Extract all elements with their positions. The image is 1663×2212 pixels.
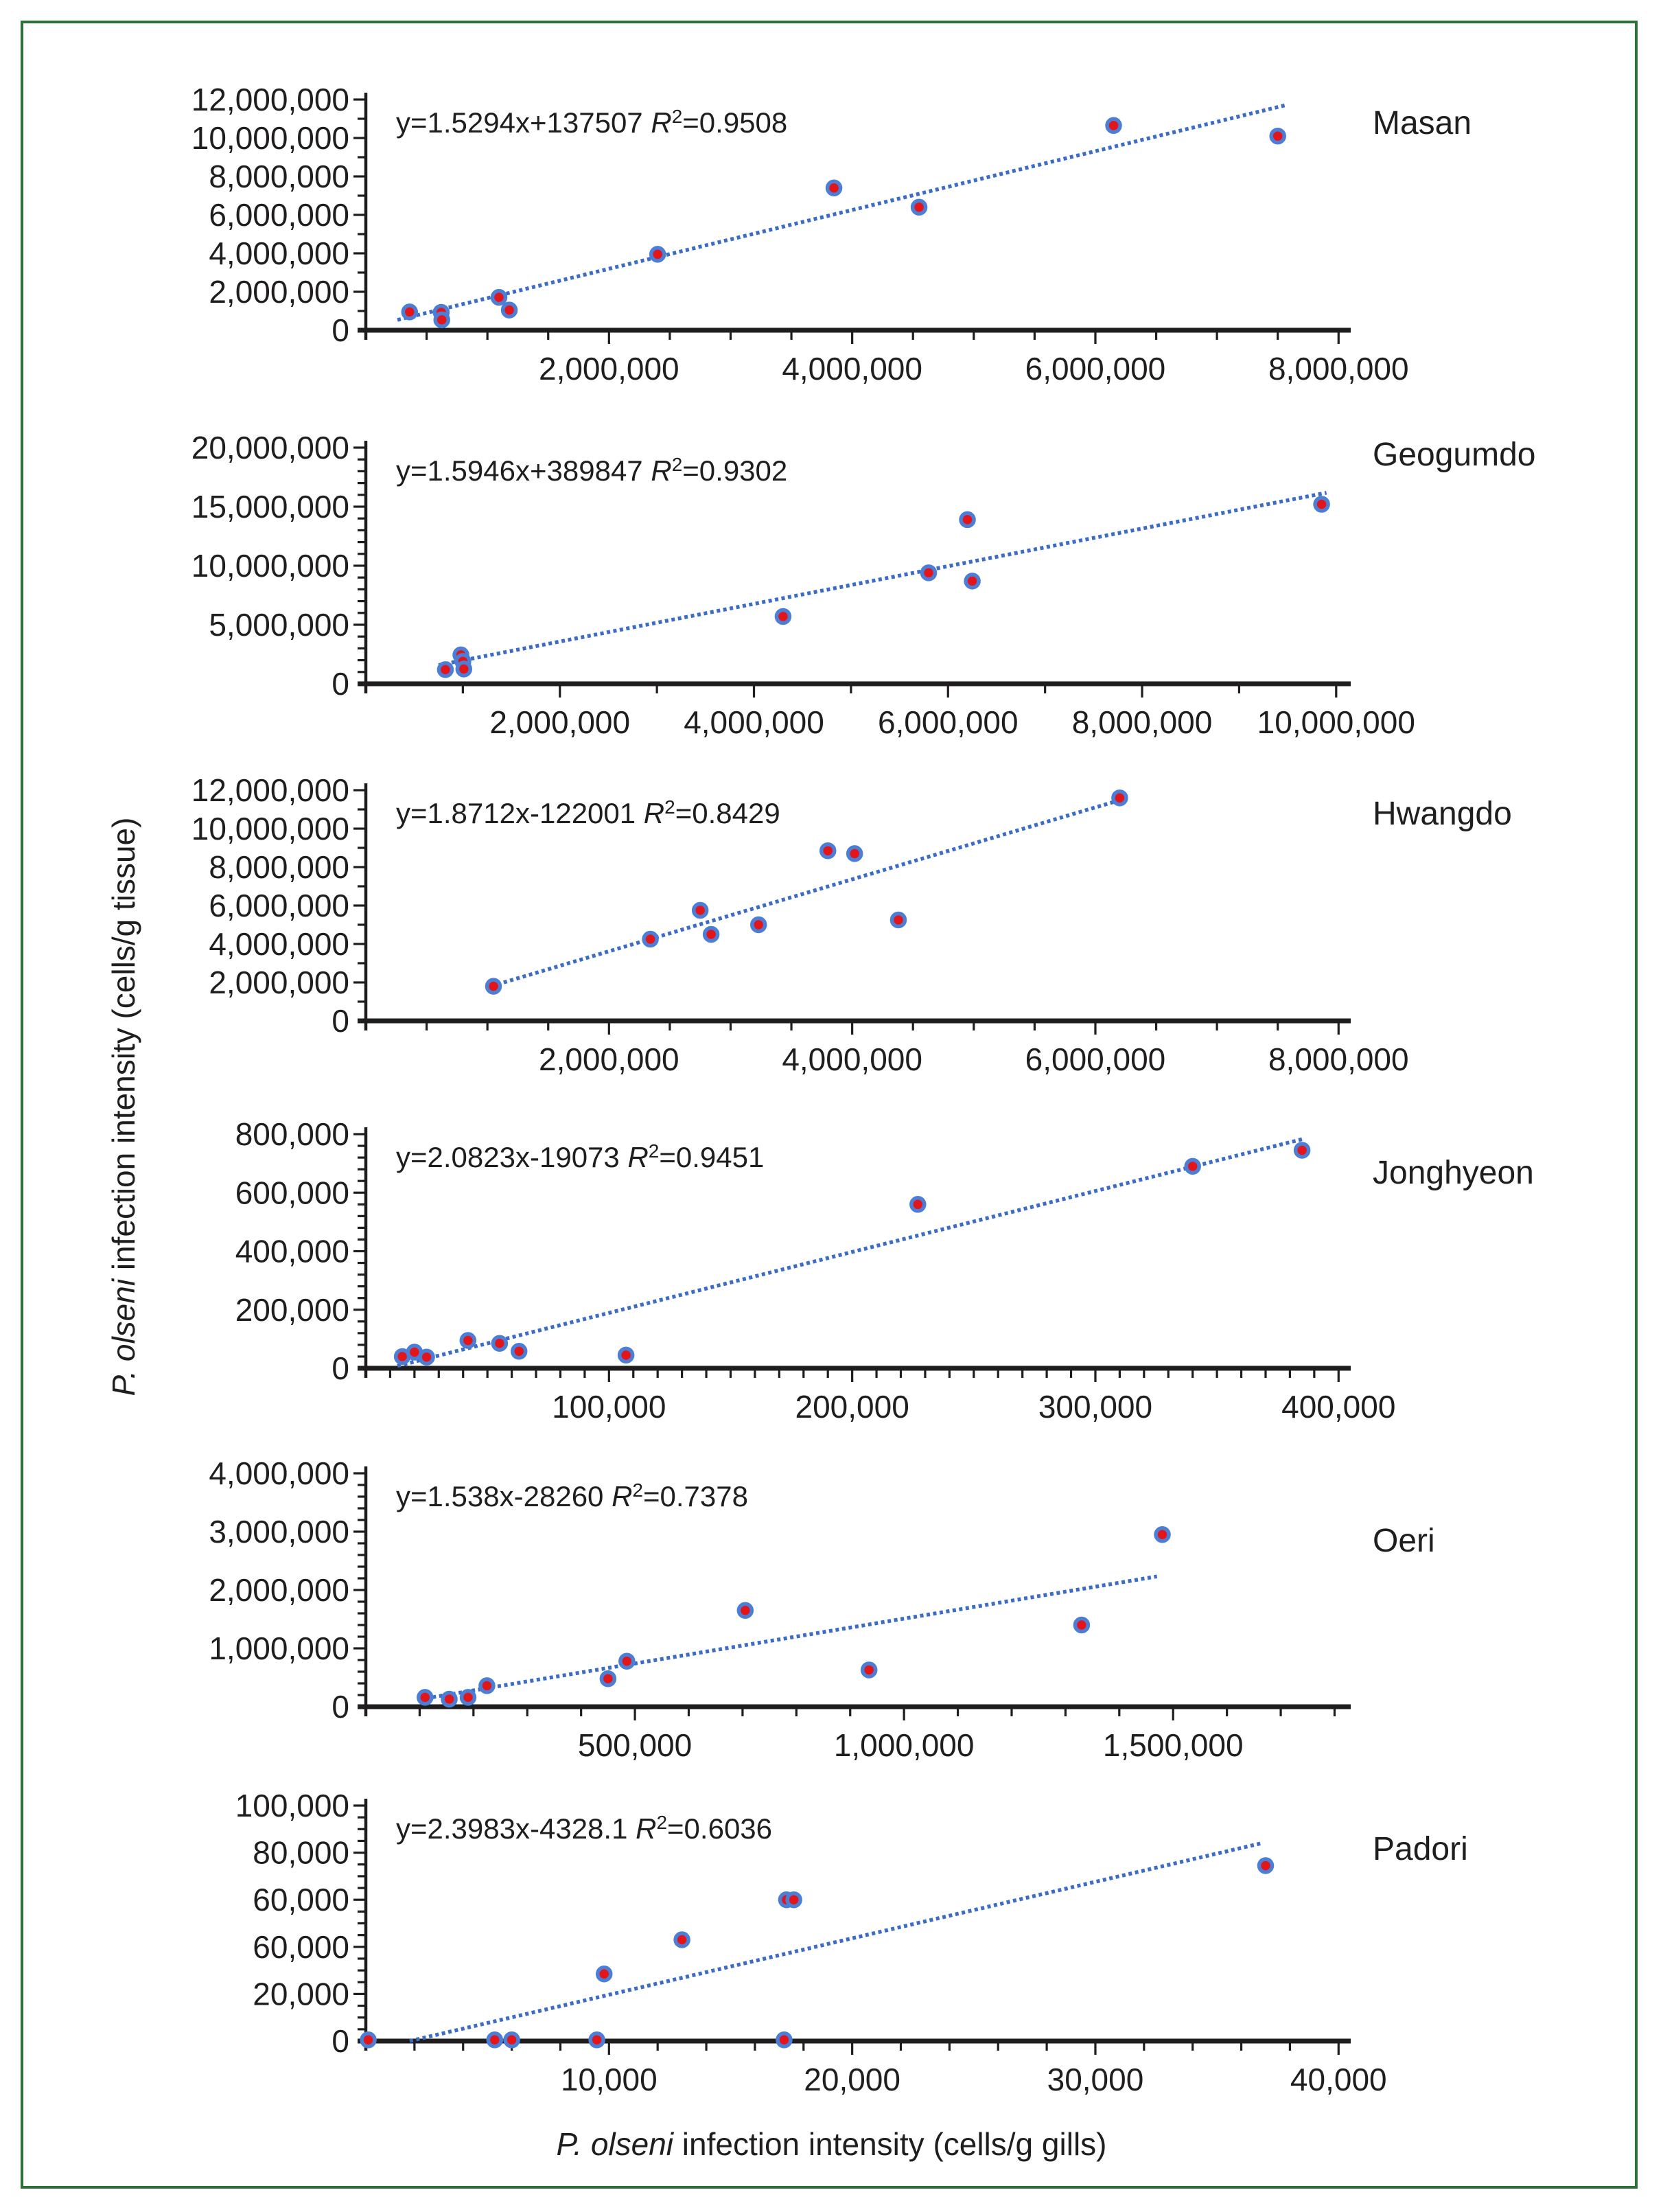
data-point: [822, 844, 835, 857]
y-tick-labels: [209, 1455, 349, 1725]
y-axis-title-species: P. olseni: [106, 1278, 141, 1396]
x-tick-label: 4,000,000: [782, 1041, 922, 1077]
x-tick-labels: [489, 704, 1415, 740]
x-tick-label: 4,000,000: [684, 704, 824, 740]
data-point: [752, 919, 765, 932]
data-point: [601, 1672, 614, 1685]
y-ticks: [353, 790, 364, 1002]
trend-line: [410, 1843, 1261, 2041]
x-ticks: [427, 332, 1339, 344]
x-tick-label: 10,000,000: [1257, 704, 1415, 740]
y-tick-label: 8,000,000: [209, 849, 349, 885]
x-tick-label: 500,000: [577, 1727, 693, 1763]
data-point: [828, 181, 841, 194]
data-point: [1259, 1859, 1272, 1872]
data-point: [461, 1691, 474, 1704]
data-point: [487, 980, 500, 993]
data-point: [457, 663, 470, 676]
y-tick-label: 60,000: [253, 1882, 349, 1918]
data-point: [1296, 1144, 1309, 1157]
x-tick-labels: [539, 351, 1409, 387]
y-ticks: [353, 1473, 364, 1695]
x-ticks: [419, 1709, 1334, 1720]
y-tick-label: 2,000,000: [209, 274, 349, 310]
data-point: [966, 575, 979, 588]
data-point: [513, 1345, 526, 1358]
x-tick-label: 200,000: [795, 1389, 909, 1425]
y-tick-label: 400,000: [235, 1233, 349, 1269]
x-tick-label: 300,000: [1038, 1389, 1153, 1425]
y-tick-labels: [191, 772, 349, 1039]
x-tick-label: 20,000: [804, 2062, 900, 2097]
equation-label: y=1.538x-28260 $R^2=0.7378$: [396, 1479, 748, 1512]
y-tick-label: 4,000,000: [209, 235, 349, 271]
y-tick-label: 200,000: [235, 1291, 349, 1328]
y-ticks: [353, 1806, 364, 2029]
data-point: [922, 566, 935, 579]
data-point: [362, 2034, 375, 2047]
y-tick-label: 0: [332, 1689, 349, 1725]
y-tick-label: 60,000: [253, 1928, 349, 1965]
x-tick-label: 8,000,000: [1268, 351, 1409, 387]
x-tick-label: 8,000,000: [1071, 704, 1213, 740]
chart-title: Jonghyeon: [1373, 1155, 1534, 1191]
data-point: [694, 904, 707, 917]
x-axis-title-rest: infection intensity (cells/g gills): [673, 2126, 1107, 2162]
y-tick-label: 10,000,000: [191, 548, 349, 584]
data-points: [362, 1859, 1272, 2047]
chart-title: Geogumdo: [1373, 437, 1536, 473]
data-point: [911, 1198, 924, 1211]
y-tick-label: 100,000: [235, 1788, 349, 1823]
data-point: [443, 1692, 456, 1705]
x-tick-label: 40,000: [1290, 2062, 1387, 2097]
x-tick-label: 8,000,000: [1268, 1041, 1409, 1077]
y-tick-label: 1,000,000: [209, 1631, 349, 1666]
chart-masan: [191, 82, 1472, 387]
data-point: [403, 306, 416, 319]
x-tick-label: 2,000,000: [489, 704, 631, 740]
x-tick-label: 6,000,000: [877, 704, 1019, 740]
y-tick-label: 0: [332, 1350, 349, 1386]
chart-hwangdo: [191, 772, 1512, 1077]
data-point: [961, 513, 974, 526]
y-tick-label: 600,000: [235, 1175, 349, 1211]
data-point: [787, 1893, 800, 1906]
data-point: [644, 933, 657, 946]
data-point: [1156, 1528, 1169, 1541]
x-tick-label: 10,000: [560, 2062, 658, 2097]
data-point: [651, 248, 664, 261]
data-point: [620, 1655, 633, 1668]
y-axis-title: [105, 818, 142, 1396]
data-point: [705, 928, 718, 941]
x-axis-title: [0, 2125, 1663, 2163]
y-tick-label: 20,000: [253, 1976, 349, 2012]
data-point: [439, 663, 452, 676]
equation-label: y=2.3983x-4328.1 $R^2=0.6036$: [396, 1812, 773, 1845]
x-tick-label: 2,000,000: [538, 1041, 679, 1077]
y-tick-labels: [235, 1116, 349, 1386]
data-points: [403, 119, 1284, 326]
y-tick-label: 0: [332, 1003, 349, 1039]
y-tick-label: 0: [332, 2023, 349, 2059]
x-ticks: [427, 1023, 1339, 1035]
y-ticks: [353, 100, 364, 311]
chart-title: Oeri: [1373, 1523, 1435, 1559]
data-point: [913, 200, 926, 214]
data-point: [590, 2034, 603, 2047]
data-point: [435, 313, 448, 326]
x-tick-label: 1,500,000: [1102, 1727, 1244, 1763]
data-point: [488, 2034, 501, 2047]
y-ticks: [353, 448, 364, 672]
data-point: [739, 1604, 752, 1617]
data-point: [598, 1968, 611, 1981]
data-point: [419, 1691, 432, 1704]
data-point: [1186, 1160, 1199, 1173]
data-point: [492, 291, 505, 304]
equation-label: y=2.0823x-19073 $R^2=0.9451$: [396, 1140, 765, 1173]
data-point: [420, 1350, 433, 1363]
chart-padori: [235, 1788, 1468, 2097]
y-tick-label: 6,000,000: [209, 888, 349, 923]
y-tick-label: 0: [332, 666, 349, 702]
x-ticks: [415, 2043, 1338, 2055]
y-tick-label: 800,000: [235, 1116, 349, 1152]
data-point: [503, 303, 516, 316]
data-point: [493, 1337, 506, 1350]
trend-line: [439, 493, 1327, 665]
y-tick-label: 0: [332, 312, 349, 348]
chart-title: Masan: [1373, 105, 1472, 141]
data-point: [1075, 1619, 1088, 1632]
data-point: [675, 1933, 688, 1946]
y-tick-labels: [191, 430, 349, 702]
y-tick-labels: [191, 82, 349, 348]
x-ticks: [390, 1370, 1338, 1382]
trend-line: [419, 1576, 1156, 1699]
y-tick-label: 80,000: [253, 1834, 349, 1871]
x-tick-label: 6,000,000: [1025, 351, 1166, 387]
x-tick-labels: [561, 2062, 1387, 2097]
x-tick-label: 4,000,000: [782, 351, 922, 387]
data-point: [1113, 792, 1126, 805]
x-axis-title-species: P. olseni: [556, 2126, 674, 2162]
y-tick-label: 2,000,000: [209, 1572, 349, 1608]
data-point: [461, 1334, 474, 1347]
x-tick-labels: [578, 1727, 1244, 1763]
y-tick-labels: [235, 1788, 349, 2059]
x-tick-label: 6,000,000: [1025, 1041, 1166, 1077]
chart-geogumdo: [191, 430, 1536, 740]
data-point: [505, 2034, 518, 2047]
y-tick-label: 3,000,000: [209, 1514, 349, 1549]
data-point: [892, 914, 905, 927]
equation-label: y=1.8712x-122001 $R^2=0.8429$: [396, 796, 780, 829]
y-ticks: [353, 1134, 364, 1357]
y-tick-label: 5,000,000: [209, 607, 349, 643]
data-point: [776, 610, 789, 623]
equation-label: y=1.5294x+137507 $R^2=0.9508$: [396, 106, 788, 139]
y-tick-label: 10,000,000: [191, 120, 349, 156]
chart-title: Padori: [1373, 1831, 1468, 1867]
y-tick-label: 20,000,000: [191, 430, 349, 465]
data-point: [778, 2034, 791, 2047]
y-tick-label: 4,000,000: [209, 926, 349, 962]
x-tick-label: 2,000,000: [538, 351, 679, 387]
y-tick-label: 15,000,000: [191, 489, 349, 525]
data-point: [848, 847, 861, 860]
x-tick-label: 30,000: [1047, 2062, 1144, 2097]
y-tick-label: 12,000,000: [191, 772, 349, 808]
chart-title: Hwangdo: [1373, 796, 1512, 832]
x-ticks: [463, 686, 1336, 698]
y-tick-label: 2,000,000: [209, 965, 349, 1000]
y-tick-label: 6,000,000: [209, 197, 349, 233]
data-points: [439, 498, 1328, 676]
data-point: [863, 1663, 876, 1677]
x-tick-labels: [539, 1041, 1409, 1077]
equation-label: y=1.5946x+389847 $R^2=0.9302$: [396, 454, 788, 487]
y-tick-label: 4,000,000: [209, 1455, 349, 1491]
data-point: [1315, 498, 1328, 511]
x-tick-label: 400,000: [1281, 1389, 1396, 1425]
x-tick-label: 1,000,000: [833, 1727, 975, 1763]
chart-oeri: [209, 1455, 1434, 1763]
y-axis-title-rest: infection intensity (cells/g tissue): [106, 817, 141, 1279]
data-point: [620, 1348, 633, 1361]
data-point: [480, 1679, 493, 1692]
x-tick-label: 100,000: [552, 1389, 666, 1425]
x-tick-labels: [552, 1389, 1395, 1425]
y-tick-label: 12,000,000: [191, 82, 349, 117]
data-point: [1107, 119, 1120, 132]
chart-jonghyeon: [235, 1116, 1534, 1425]
y-tick-label: 8,000,000: [209, 159, 349, 194]
data-point: [1271, 130, 1284, 143]
y-tick-label: 10,000,000: [191, 811, 349, 846]
